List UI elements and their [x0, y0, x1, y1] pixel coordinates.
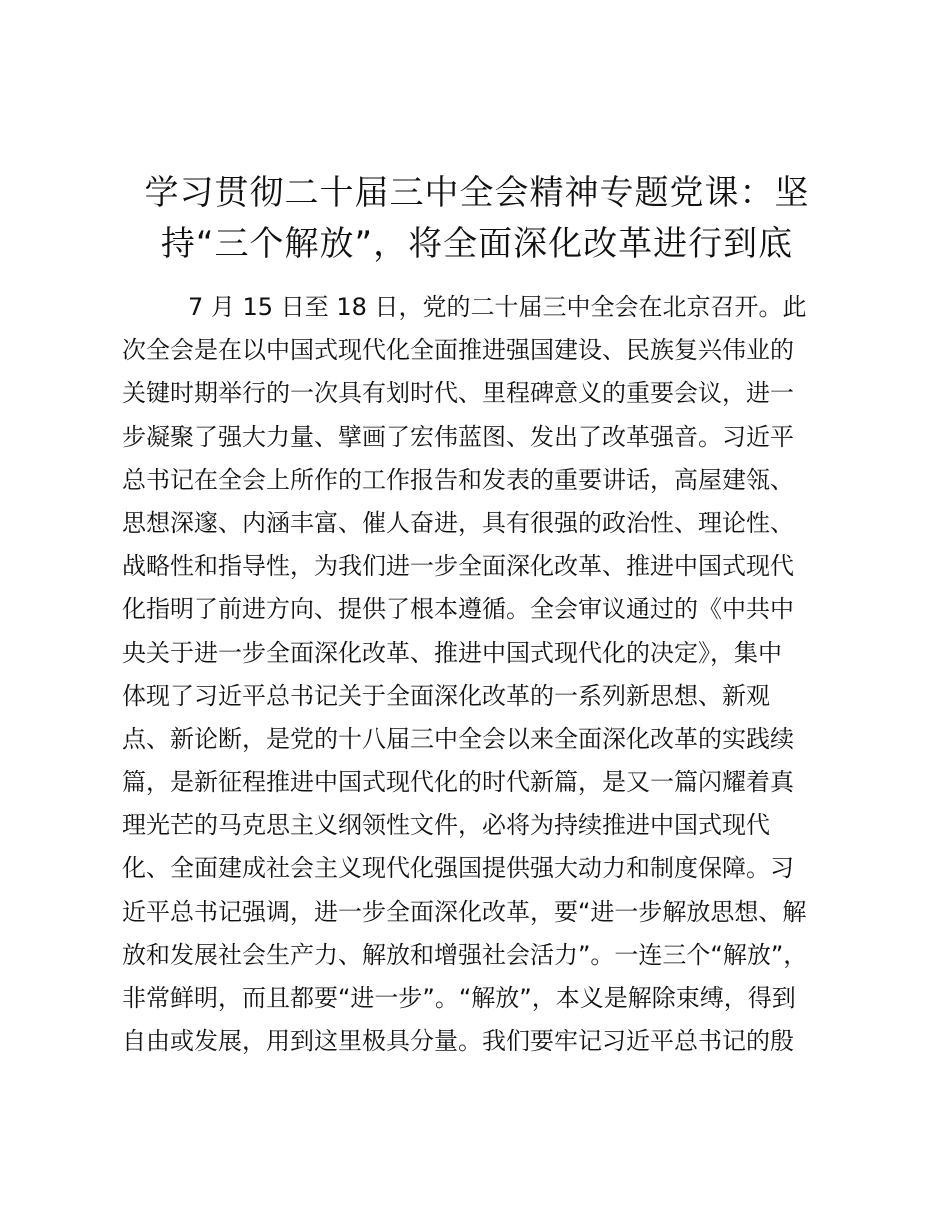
body-line: 非常鲜明，而且都要“进一步”。“解放”，本义是解除束缚，得到: [122, 984, 796, 1012]
body-paragraph: [122, 286, 838, 1063]
title-line: 持“三个解放”，将全面深化改革进行到底: [160, 224, 794, 264]
document-title: [122, 168, 832, 270]
body-line: 化、全面建成社会主义现代化强国提供强大动力和制度保障。习: [122, 854, 794, 883]
body-line: 7 月 15 日至 18 日，党的二十届三中全会在北京召开。此: [188, 293, 807, 321]
body-line: 战略性和指导性，为我们进一步全面深化改革、推进中国式现代: [122, 552, 794, 581]
body-line: 放和发展社会生产力、解放和增强社会活力”。一连三个“解放”，: [122, 940, 808, 969]
body-line: 理光芒的马克思主义纲领性文件，必将为持续推进中国式现代: [122, 811, 770, 840]
body-line: 央关于进一步全面深化改革、推进中国式现代化的决定》，集中: [122, 638, 782, 667]
body-line: 总书记在全会上所作的工作报告和发表的重要讲话，高屋建瓴、: [122, 465, 794, 494]
body-line: 步凝聚了强大力量、擘画了宏伟蓝图、发出了改革强音。习近平: [122, 422, 794, 451]
body-line: 点、新论断，是党的十八届三中全会以来全面深化改革的实践续: [122, 724, 794, 753]
body-line: 思想深邃、内涵丰富、催人奋进，具有很强的政治性、理论性、: [122, 508, 794, 537]
body-line: 化指明了前进方向、提供了根本遵循。全会审议通过的《中共中: [122, 595, 794, 624]
body-line: 关键时期举行的一次具有划时代、里程碑意义的重要会议，进一: [122, 379, 794, 408]
title-line: 学习贯彻二十届三中全会精神专题党课：坚: [144, 173, 810, 213]
body-line: 近平总书记强调，进一步全面深化改革，要“进一步解放思想、解: [122, 897, 807, 926]
body-line: 次全会是在以中国式现代化全面推进强国建设、民族复兴伟业的: [122, 336, 794, 365]
body-line: 自由或发展，用到这里极具分量。我们要牢记习近平总书记的殷: [122, 1027, 794, 1056]
body-line: 篇，是新征程推进中国式现代化的时代新篇，是又一篇闪耀着真: [122, 768, 794, 797]
body-line: 体现了习近平总书记关于全面深化改革的一系列新思想、新观: [122, 681, 770, 710]
